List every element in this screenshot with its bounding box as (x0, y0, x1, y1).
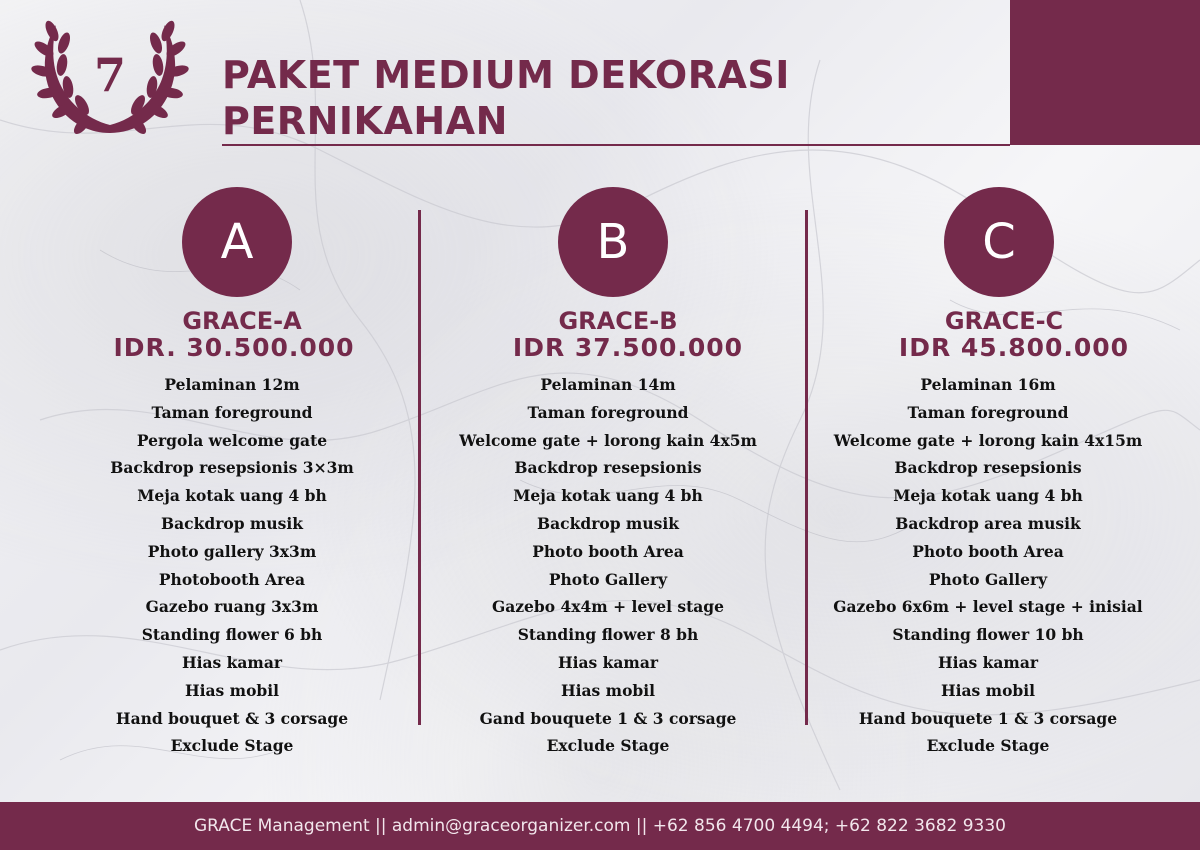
list-item: Exclude Stage (170, 736, 294, 756)
page-title (222, 52, 922, 144)
list-item: Gazebo 6x6m + level stage + inisial (833, 597, 1143, 617)
list-item: Pelaminan 12m (164, 375, 300, 394)
list-item: Standing flower 6 bh (141, 625, 323, 645)
list-item: Photo booth Area (912, 541, 1064, 561)
list-item: Meja kotak uang 4 bh (137, 486, 327, 506)
list-item: Pelaminan 16m (920, 375, 1056, 394)
list-item: Hand bouquet & 3 corsage (115, 708, 349, 728)
footer-contact-bar: GRACE Management || admin@graceorganizer.com || +62 856 4700 4494; +62 822 3682 9330 (0, 802, 1200, 850)
package-b-badge: B (558, 187, 668, 297)
list-item: Taman foreground (527, 402, 689, 422)
list-item: Backdrop musik (161, 513, 303, 533)
list-item: Gazebo ruang 3x3m (145, 597, 319, 617)
title-line-1: PAKET MEDIUM DEKORASI (222, 53, 790, 97)
list-item: Photo booth Area (532, 541, 684, 561)
list-item: Hias mobil (940, 680, 1036, 700)
package-c-badge: C (944, 187, 1054, 297)
list-item: Pergola welcome gate (136, 430, 328, 450)
list-item: Meja kotak uang 4 bh (513, 486, 703, 506)
list-item: Standing flower 8 bh (517, 625, 699, 645)
package-a-name: GRACE-A (182, 307, 302, 335)
top-right-accent-block (1010, 0, 1200, 145)
list-item: Hias kamar (937, 652, 1039, 672)
list-item: Standing flower 10 bh (892, 625, 1084, 645)
list-item: Welcome gate + lorong kain 4x15m (833, 430, 1143, 450)
package-a-price: IDR. 30.500.000 (113, 333, 355, 362)
package-b-price: IDR 37.500.000 (512, 333, 744, 362)
list-item: Pelaminan 14m (540, 375, 676, 394)
package-a-badge: A (182, 187, 292, 297)
list-item: Gand bouquete 1 & 3 corsage (479, 708, 737, 728)
laurel-wreath-icon (30, 15, 190, 143)
list-item: Photo gallery 3x3m (147, 541, 317, 561)
list-item: Welcome gate + lorong kain 4x5m (459, 430, 757, 450)
package-a-items (42, 371, 422, 760)
list-item: Photo Gallery (548, 569, 668, 589)
logo-number: 7 (93, 48, 127, 102)
list-item: Photo Gallery (928, 569, 1048, 589)
list-item: Hias mobil (560, 680, 656, 700)
list-item: Hias mobil (184, 680, 280, 700)
list-item: Hias kamar (181, 652, 283, 672)
list-item: Backdrop resepsionis (894, 458, 1082, 478)
list-item: Taman foreground (907, 402, 1069, 422)
title-underline (222, 144, 1010, 146)
list-item: Gazebo 4x4m + level stage (491, 597, 725, 617)
list-item: Backdrop musik (537, 513, 679, 533)
list-item: Exclude Stage (926, 736, 1050, 756)
package-c-items (798, 371, 1178, 760)
package-b-name: GRACE-B (558, 307, 678, 335)
package-c-price: IDR 45.800.000 (898, 333, 1130, 362)
list-item: Exclude Stage (546, 736, 670, 756)
list-item: Backdrop resepsionis (514, 458, 702, 478)
package-b-items (418, 371, 798, 760)
list-item: Photobooth Area (158, 569, 306, 589)
list-item: Hias kamar (557, 652, 659, 672)
title-line-2: PERNIKAHAN (222, 99, 508, 143)
list-item: Meja kotak uang 4 bh (893, 486, 1083, 506)
list-item: Backdrop area musik (895, 513, 1081, 533)
list-item: Hand bouquete 1 & 3 corsage (858, 708, 1118, 728)
list-item: Taman foreground (151, 402, 313, 422)
list-item: Backdrop resepsionis 3×3m (110, 458, 354, 478)
package-c-name: GRACE-C (944, 307, 1064, 335)
